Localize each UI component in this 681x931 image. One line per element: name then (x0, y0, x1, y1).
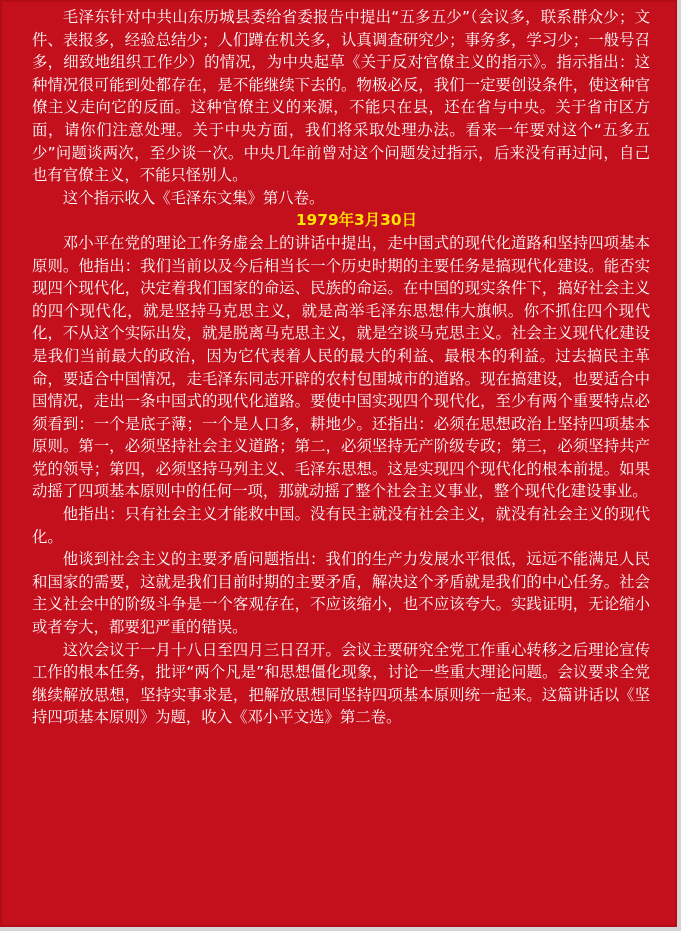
paragraph-mao-five-mores: 毛泽东针对中共山东历城县委给省委报告中提出“五多五少”（会议多，联系群众少；文件、表报多，经验总结少；人们蹲在机关多，认真调查研究少；事务多，学习少；一般号召多，细致地组织工作少）的情况，为中央起草《关于反对官僚主义的指示》。指示指出：这种情况很可能到处都存在，是不能继续下去的。物极必反，我们一定要创设条件，使这种官僚主义走向它的反面。这种官僚主义的来源，不能只在县，还在省与中央。关于省市区方面，请你们注意处理。关于中央方面，我们将采取处理办法。看来一年要对这个“五多五少”问题谈两次，至少谈一次。中央几年前曾对这个问题发过指示，后来没有再过问，自己也有官僚主义，不能只怪别人。 (32, 8, 650, 185)
right-border (677, 0, 681, 931)
paragraph-conference-summary: 这次会议于一月十八日至四月三日召开。会议主要研究全党工作重心转移之后理论宣传工作的根本任务，批评“两个凡是”和思想僵化现象，讨论一些重大理论问题。会议要求全党继续解放思想，坚持实事求是，把解放思想同坚持四项基本原则统一起来。这篇讲话以《坚持四项基本原则》为题，收入《邓小平文选》第二卷。 (32, 640, 650, 727)
paragraph-socialism-saves-china: 他指出：只有社会主义才能救中国。没有民主就没有社会主义，就没有社会主义的现代化。 (32, 505, 650, 546)
bottom-border (0, 927, 681, 931)
paragraph-main-contradiction: 他谈到社会主义的主要矛盾问题指出：我们的生产力发展水平很低，远远不能满足人民和国家的需要，这就是我们目前时期的主要矛盾，解决这个矛盾就是我们的中心任务。社会主义社会中的阶级斗争是一个客观存在，不应该缩小，也不应该夸大。实践证明，无论缩小或者夸大，都要犯严重的错误。 (32, 550, 650, 637)
article-body (32, 6, 650, 729)
paragraph-deng-modernization: 邓小平在党的理论工作务虚会上的讲话中提出，走中国式的现代化道路和坚持四项基本原则。他指出：我们当前以及今后相当长一个历史时期的主要任务是搞现代化建设。能否实现四个现代化，决定着我们国家的命运、民族的命运。在中国的现实条件下，搞好社会主义的四个现代化，就是坚持马克思主义，就是高举毛泽东思想伟大旗帜。你不抓住四个现代化，不从这个实际出发，就是脱离马克思主义，就是空谈马克思主义。社会主义现代化建设是我们当前最大的政治，因为它代表着人民的最大的利益、最根本的利益。过去搞民主革命，要适合中国情况，走毛泽东同志开辟的农村包围城市的道路。现在搞建设，也要适合中国情况，走出一条中国式的现代化道路。要使中国实现四个现代化，至少有两个重要特点必须看到：一个是底子薄；一个是人口多，耕地少。还指出：必须在思想政治上坚持四项基本原则。第一，必须坚持社会主义道路；第二，必须坚持无产阶级专政；第三，必须坚持共产党的领导；第四，必须坚持马列主义、毛泽东思想。这是实现四个现代化的根本前提。如果动摇了四项基本原则中的任何一项，那就动摇了整个社会主义事业，整个现代化建设事业。 (32, 233, 650, 501)
date-heading: 1979年3月30日 (295, 211, 417, 230)
paragraph-mao-collection: 这个指示收入《毛泽东文集》第八卷。 (62, 188, 325, 207)
